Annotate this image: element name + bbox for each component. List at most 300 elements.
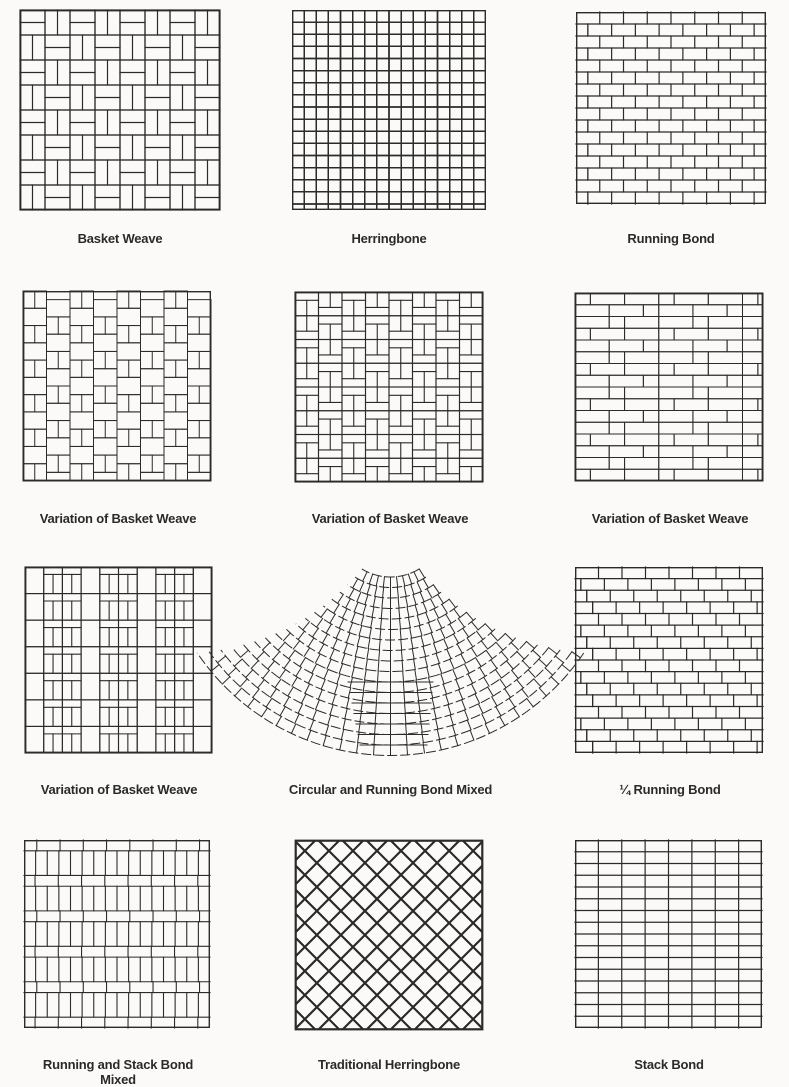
brick (474, 216, 498, 228)
brick (486, 156, 510, 168)
brick (765, 0, 777, 10)
brick (268, 22, 280, 46)
brick (619, 0, 631, 10)
brick (692, 0, 704, 10)
brick (268, 34, 280, 58)
brick (244, 180, 268, 192)
brick (547, 95, 571, 107)
brick (231, 10, 255, 22)
brick (219, 46, 243, 58)
brick (535, 46, 547, 70)
brick (304, 253, 328, 265)
brick (316, 216, 340, 228)
brick (50, 0, 74, 10)
brick (486, 0, 498, 10)
brick (741, 0, 753, 10)
brick (522, 240, 534, 264)
brick (510, 216, 534, 228)
brick (535, 168, 547, 192)
brick (280, 34, 292, 58)
brick (559, 253, 583, 265)
brick (122, 0, 146, 10)
brick (219, 156, 231, 180)
brick (353, 216, 377, 228)
brick (256, 0, 268, 10)
brick (183, 0, 207, 10)
brick (765, 0, 777, 22)
brick (304, 0, 316, 10)
brick (522, 46, 534, 70)
brick (547, 119, 571, 131)
brick (268, 180, 292, 192)
brick (510, 156, 534, 168)
brick (765, 192, 789, 204)
brick (268, 10, 292, 22)
brick (486, 10, 510, 22)
brick (547, 34, 559, 58)
brick (547, 180, 559, 204)
brick (777, 107, 789, 119)
brick (510, 34, 522, 58)
brick (559, 83, 571, 107)
brick (389, 216, 413, 228)
brick (280, 131, 292, 155)
brick (595, 253, 619, 265)
brick (535, 168, 559, 180)
brick (401, 204, 413, 228)
brick (401, 0, 413, 10)
brick (219, 107, 231, 131)
brick (547, 216, 571, 228)
brick (474, 0, 498, 10)
brick (244, 119, 268, 131)
brick (268, 119, 292, 131)
brick (765, 143, 789, 155)
brick (365, 0, 377, 10)
brick (510, 192, 522, 216)
brick (219, 0, 243, 10)
brick (765, 216, 777, 240)
brick (741, 0, 765, 10)
brick (765, 107, 777, 131)
brick (656, 0, 668, 10)
brick (559, 0, 583, 10)
brick (462, 216, 486, 228)
brick (377, 253, 401, 265)
brick (522, 59, 546, 71)
brick (716, 0, 740, 10)
brick (486, 240, 498, 264)
brick (450, 216, 474, 228)
brick (510, 253, 534, 265)
brick (268, 71, 280, 95)
pattern-caption: Basket Weave (20, 231, 220, 246)
brick (244, 131, 268, 143)
brick (268, 95, 280, 119)
brick (62, 0, 86, 10)
brick (268, 46, 280, 70)
brick (268, 71, 292, 83)
brick (280, 0, 292, 10)
brick (777, 180, 789, 204)
brick (765, 34, 789, 46)
brick (462, 253, 486, 265)
brick (535, 228, 559, 240)
brick (510, 71, 522, 95)
brick (147, 0, 159, 10)
brick (498, 83, 510, 107)
brick (268, 0, 280, 22)
brick (510, 240, 534, 252)
brick (535, 71, 547, 95)
brick (231, 10, 243, 34)
brick (498, 180, 510, 204)
brick (438, 216, 462, 228)
brick (486, 107, 510, 119)
brick (231, 59, 243, 83)
brick (353, 253, 377, 265)
brick (425, 253, 449, 265)
brick (777, 71, 789, 83)
brick (522, 34, 534, 58)
brick (498, 0, 522, 10)
brick (522, 22, 534, 46)
brick (486, 131, 510, 143)
brick (231, 156, 243, 180)
brick (389, 0, 401, 10)
brick (219, 156, 243, 168)
brick (510, 131, 534, 143)
brick (256, 107, 268, 131)
brick (510, 192, 534, 204)
brick (559, 95, 571, 119)
brick (498, 10, 522, 22)
brick (450, 0, 462, 10)
brick (535, 10, 559, 22)
brick (498, 253, 522, 265)
brick (256, 0, 280, 10)
brick (231, 131, 255, 143)
brick (498, 107, 522, 119)
brick (268, 34, 292, 46)
brick (522, 168, 534, 192)
brick (777, 95, 789, 119)
brick (765, 10, 789, 22)
brick (486, 143, 498, 167)
brick (547, 143, 559, 167)
brick (777, 34, 789, 46)
brick (280, 216, 304, 228)
brick (547, 71, 571, 83)
brick (353, 0, 365, 10)
brick (510, 131, 522, 155)
brick (777, 95, 789, 107)
brick (486, 228, 510, 240)
brick (244, 0, 268, 10)
brick (510, 204, 534, 216)
brick (244, 34, 268, 46)
brick (328, 253, 352, 265)
brick (328, 0, 340, 10)
brick (522, 228, 546, 240)
brick (268, 46, 292, 58)
brick (231, 83, 255, 95)
brick (510, 83, 522, 107)
brick (231, 71, 255, 83)
brick (547, 204, 559, 228)
brick (510, 34, 534, 46)
brick (547, 180, 571, 192)
brick (535, 59, 547, 83)
brick (268, 59, 280, 83)
brick (268, 156, 280, 180)
brick (765, 131, 777, 155)
brick (244, 46, 256, 70)
brick (753, 0, 777, 10)
brick (547, 204, 571, 216)
brick (341, 0, 365, 10)
brick (219, 119, 243, 131)
brick (486, 95, 510, 107)
brick (377, 216, 401, 228)
brick (498, 119, 510, 143)
brick (522, 253, 546, 265)
brick (777, 240, 789, 252)
brick (256, 131, 280, 143)
brick (510, 59, 534, 71)
brick (219, 180, 243, 192)
brick (231, 34, 243, 58)
brick (607, 0, 619, 10)
brick (777, 119, 789, 143)
brick (268, 10, 280, 34)
brick (765, 46, 777, 70)
brick (777, 156, 789, 180)
herringbone-diagram (292, 10, 486, 210)
brick (547, 192, 571, 204)
brick (777, 143, 789, 155)
brick (498, 156, 510, 180)
brick (498, 71, 522, 83)
brick (777, 180, 789, 192)
brick (765, 46, 789, 58)
brick (510, 10, 522, 34)
brick (304, 0, 328, 10)
brick (704, 0, 728, 10)
brick (244, 22, 268, 34)
brick (498, 131, 522, 143)
brick (486, 216, 498, 240)
brick (256, 204, 280, 216)
brick (656, 0, 680, 10)
brick (365, 216, 389, 228)
brick (268, 228, 292, 240)
brick (462, 0, 474, 10)
brick (729, 0, 741, 10)
brick (425, 216, 449, 228)
brick (547, 168, 571, 180)
brick (256, 168, 280, 180)
brick (159, 0, 183, 10)
brick (535, 107, 559, 119)
brick (777, 143, 789, 167)
brick (341, 204, 353, 228)
brick (438, 0, 462, 10)
brick (231, 131, 243, 155)
brick (268, 83, 292, 95)
brick (219, 22, 231, 46)
brick (510, 107, 534, 119)
brick (486, 22, 510, 34)
brick (486, 59, 498, 83)
brick (292, 0, 316, 10)
brick (268, 95, 292, 107)
brick (522, 59, 534, 83)
brick (195, 0, 207, 10)
brick (777, 22, 789, 34)
brick (244, 59, 256, 83)
brick (486, 192, 498, 216)
brick (219, 119, 231, 143)
brick (377, 0, 389, 10)
brick (486, 143, 510, 155)
brick (498, 168, 510, 192)
brick (559, 204, 571, 228)
brick (341, 0, 353, 10)
brick (510, 156, 522, 180)
brick (219, 10, 243, 22)
brick (522, 0, 534, 10)
brick (268, 131, 280, 155)
brick (486, 34, 510, 46)
brick (486, 95, 498, 119)
brick (522, 10, 546, 22)
brick (231, 107, 243, 131)
brick (219, 46, 231, 70)
brick (498, 59, 510, 83)
brick (256, 0, 268, 22)
brick (280, 0, 292, 22)
brick (171, 0, 195, 10)
brick (777, 22, 789, 46)
brick (486, 0, 510, 10)
brick (510, 228, 522, 252)
brick (231, 192, 255, 204)
brick (231, 34, 255, 46)
brick (50, 0, 62, 10)
brick (510, 240, 522, 264)
brick (535, 253, 559, 265)
brick (207, 0, 219, 10)
brick (268, 168, 292, 180)
brick (522, 83, 534, 107)
brick (777, 156, 789, 168)
brick (316, 0, 328, 10)
brick (607, 253, 631, 265)
brick (486, 180, 498, 204)
brick (777, 168, 789, 180)
brick (231, 180, 255, 192)
brick (486, 168, 498, 192)
brick (498, 95, 522, 107)
brick (535, 83, 559, 95)
brick (280, 119, 292, 143)
brick (413, 253, 437, 265)
brick (522, 143, 534, 167)
brick (522, 83, 546, 95)
brick (547, 22, 559, 46)
brick (244, 59, 268, 71)
brick (522, 192, 534, 216)
brick (498, 216, 510, 240)
brick (122, 0, 134, 10)
brick (328, 0, 352, 10)
brick (292, 253, 316, 265)
brick (765, 119, 777, 143)
pattern-panel-herringbone (292, 10, 486, 250)
brick (244, 143, 268, 155)
brick (619, 253, 643, 265)
brick (256, 143, 280, 155)
brick (777, 59, 789, 71)
brick (547, 107, 559, 131)
brick (498, 0, 510, 22)
brick (231, 46, 243, 70)
brick (231, 168, 243, 192)
brick (777, 204, 789, 228)
brick (256, 10, 268, 34)
brick (244, 95, 268, 107)
brick (244, 119, 256, 143)
brick (413, 216, 437, 228)
brick (510, 228, 534, 240)
brick (510, 216, 522, 240)
brick (571, 0, 583, 10)
brick (619, 0, 643, 10)
brick (256, 46, 268, 70)
brick (256, 119, 268, 143)
brick (280, 83, 292, 107)
brick (268, 180, 280, 204)
brick (522, 143, 546, 155)
brick (547, 253, 571, 265)
brick (486, 204, 498, 228)
brick (559, 119, 571, 143)
brick (510, 83, 534, 95)
brick (547, 34, 571, 46)
brick (486, 46, 510, 58)
brick (498, 240, 510, 264)
brick (547, 168, 559, 192)
brick (256, 59, 268, 83)
brick (450, 0, 474, 10)
brick (522, 216, 534, 240)
brick (535, 192, 559, 204)
brick (559, 107, 571, 131)
brick (316, 204, 328, 228)
brick (486, 228, 498, 252)
brick (522, 0, 534, 22)
brick (510, 95, 534, 107)
brick (498, 143, 510, 167)
brick (219, 168, 243, 180)
brick (644, 253, 668, 265)
brick (280, 0, 304, 10)
brick (256, 95, 280, 107)
brick (535, 240, 559, 252)
brick (244, 131, 256, 155)
brick (219, 143, 243, 155)
